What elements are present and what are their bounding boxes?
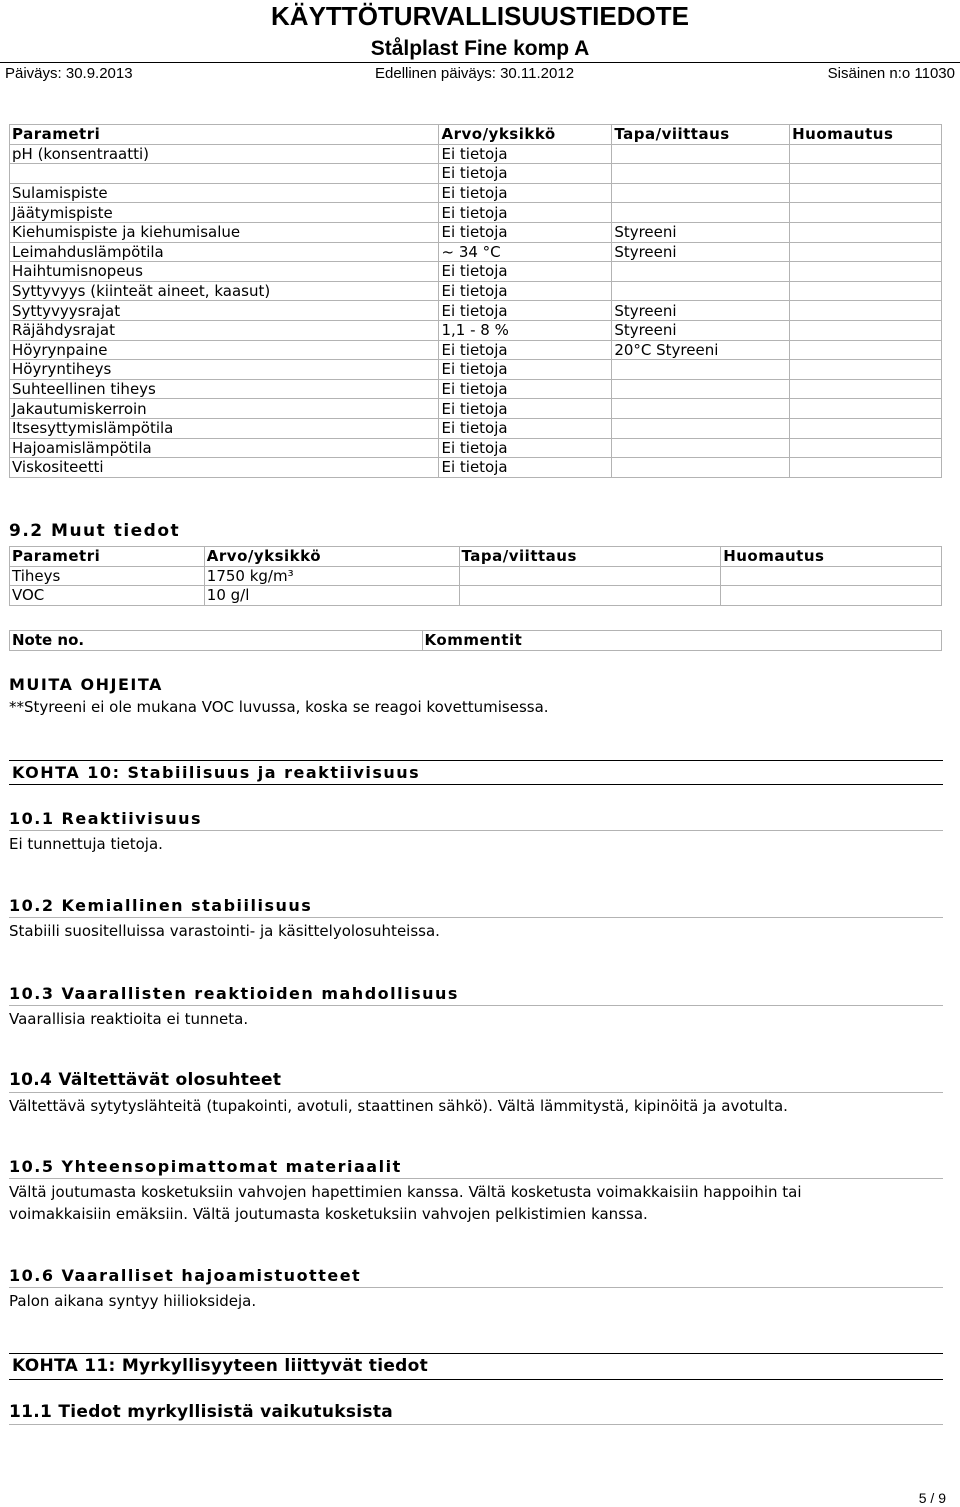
table-cell bbox=[790, 203, 942, 223]
section-10-bottom-rule bbox=[9, 784, 943, 785]
section-10-top-rule bbox=[9, 760, 943, 761]
section-10-4-rule bbox=[9, 1092, 943, 1093]
table-cell bbox=[612, 379, 790, 399]
column-header: Arvo/yksikkö bbox=[204, 547, 459, 567]
table-cell: Ei tietoja bbox=[439, 262, 612, 282]
table-row bbox=[10, 586, 942, 606]
table-cell: Höyryntiheys bbox=[10, 360, 439, 380]
table-cell: Haihtumisnopeus bbox=[10, 262, 439, 282]
table-row bbox=[10, 144, 942, 164]
table-row bbox=[10, 262, 942, 282]
table-row bbox=[10, 203, 942, 223]
section-10-2-text: Stabiili suositelluissa varastointi- ja käsittelyolosuhteissa. bbox=[9, 922, 440, 940]
table-cell: Tiheys bbox=[10, 566, 205, 586]
section-11-1-title: 11.1 Tiedot myrkyllisistä vaikutuksista bbox=[9, 1402, 394, 1422]
section-10-3-text: Vaarallisia reaktioita ei tunneta. bbox=[9, 1010, 249, 1028]
table-row bbox=[10, 566, 942, 586]
table-cell bbox=[721, 566, 942, 586]
comments-header: Kommentit bbox=[422, 631, 941, 651]
table-row bbox=[10, 320, 942, 340]
table-cell bbox=[790, 418, 942, 438]
table-cell: Styreeni bbox=[612, 301, 790, 321]
date: Päiväys: 30.9.2013 bbox=[5, 65, 133, 82]
table-cell: Ei tietoja bbox=[439, 144, 612, 164]
table-row bbox=[10, 458, 942, 478]
table-row bbox=[10, 222, 942, 242]
section-10-2-rule bbox=[9, 917, 943, 918]
section-10-5-rule bbox=[9, 1178, 943, 1179]
table-cell bbox=[790, 281, 942, 301]
table-cell bbox=[790, 340, 942, 360]
table-cell: Styreeni bbox=[612, 242, 790, 262]
table-cell: Kiehumispiste ja kiehumisalue bbox=[10, 222, 439, 242]
table-cell bbox=[612, 144, 790, 164]
table-cell bbox=[612, 399, 790, 419]
table-row bbox=[10, 164, 942, 184]
table-cell: Räjähdysrajat bbox=[10, 320, 439, 340]
table-cell: Jakautumiskerroin bbox=[10, 399, 439, 419]
section-10-5-text-line1: Vältä joutumasta kosketuksiin vahvojen hapettimien kanssa. Vältä kosketusta voimakkaisiin happoihin tai bbox=[9, 1183, 802, 1201]
section-10-6-title: 10.6 Vaaralliset hajoamistuotteet bbox=[9, 1266, 362, 1285]
table-cell: Ei tietoja bbox=[439, 458, 612, 478]
table-cell bbox=[790, 301, 942, 321]
table-cell: Ei tietoja bbox=[439, 164, 612, 184]
table-cell bbox=[790, 164, 942, 184]
table-cell bbox=[790, 183, 942, 203]
column-header: Huomautus bbox=[721, 547, 942, 567]
section-11-heading: KOHTA 11: Myrkyllisyyteen liittyvät tiedot bbox=[12, 1356, 429, 1376]
table-cell: Syttyvyysrajat bbox=[10, 301, 439, 321]
table-cell bbox=[790, 262, 942, 282]
table-cell bbox=[459, 586, 721, 606]
table-cell bbox=[790, 144, 942, 164]
section-10-5-title: 10.5 Yhteensopimattomat materiaalit bbox=[9, 1157, 402, 1176]
section-10-6-text: Palon aikana syntyy hiilioksideja. bbox=[9, 1292, 257, 1310]
page-number: 5 / 9 bbox=[918, 1490, 946, 1506]
column-header: Tapa/viittaus bbox=[459, 547, 721, 567]
table-cell: Hajoamislämpötila bbox=[10, 438, 439, 458]
previous-date: Edellinen päiväys: 30.11.2012 bbox=[375, 65, 575, 82]
table-cell: Styreeni bbox=[612, 222, 790, 242]
note-table bbox=[9, 630, 942, 651]
section-10-5-text-line2: voimakkaisiin emäksiin. Vältä joutumasta kosketuksiin vahvojen pelkistimien kanssa. bbox=[9, 1205, 648, 1223]
other-instructions-text: **Styreeni ei ole mukana VOC luvussa, koska se reagoi kovettumisessa. bbox=[9, 698, 549, 716]
other-instructions-heading: MUITA OHJEITA bbox=[9, 675, 163, 694]
section-11-bottom-rule bbox=[9, 1379, 943, 1380]
section-10-3-rule bbox=[9, 1005, 943, 1006]
table-cell: 1750 kg/m³ bbox=[204, 566, 459, 586]
table-row bbox=[10, 360, 942, 380]
table-cell bbox=[612, 438, 790, 458]
table-cell bbox=[790, 360, 942, 380]
table-cell bbox=[10, 164, 439, 184]
table-cell: Ei tietoja bbox=[439, 281, 612, 301]
table-cell bbox=[721, 586, 942, 606]
table-cell: Ei tietoja bbox=[439, 438, 612, 458]
table-cell bbox=[612, 262, 790, 282]
table-cell: Jäätymispiste bbox=[10, 203, 439, 223]
section-11-1-rule bbox=[9, 1424, 943, 1425]
table-cell: ~ 34 °C bbox=[439, 242, 612, 262]
table-cell: Ei tietoja bbox=[439, 203, 612, 223]
table-cell: pH (konsentraatti) bbox=[10, 144, 439, 164]
section-11-top-rule bbox=[9, 1353, 943, 1354]
table-cell bbox=[612, 281, 790, 301]
column-header: Tapa/viittaus bbox=[612, 125, 790, 145]
document-title: KÄYTTÖTURVALLISUUSTIEDOTE bbox=[271, 1, 689, 31]
table-cell: Ei tietoja bbox=[439, 360, 612, 380]
column-header: Parametri bbox=[10, 125, 439, 145]
table-cell: 1,1 - 8 % bbox=[439, 320, 612, 340]
table-row bbox=[10, 418, 942, 438]
table-cell bbox=[612, 183, 790, 203]
table-cell bbox=[790, 379, 942, 399]
table-cell: Ei tietoja bbox=[439, 340, 612, 360]
table-cell bbox=[790, 222, 942, 242]
section-10-4-title: 10.4 Vältettävät olosuhteet bbox=[9, 1070, 282, 1090]
section-9-2-title: 9.2 Muut tiedot bbox=[9, 521, 181, 541]
section-10-6-rule bbox=[9, 1287, 943, 1288]
section-10-4-text: Vältettävä sytytyslähteitä (tupakointi, avotuli, staattinen sähkö). Vältä lämmitystä, kipinöitä ja avotulta. bbox=[9, 1097, 788, 1115]
table-cell: Ei tietoja bbox=[439, 399, 612, 419]
table-cell bbox=[790, 438, 942, 458]
table-cell: 10 g/l bbox=[204, 586, 459, 606]
table-row bbox=[10, 399, 942, 419]
table-cell: 20°C Styreeni bbox=[612, 340, 790, 360]
column-header: Arvo/yksikkö bbox=[439, 125, 612, 145]
table-row bbox=[10, 242, 942, 262]
section-10-2-title: 10.2 Kemiallinen stabiilisuus bbox=[9, 896, 313, 915]
table-cell: Itsesyttymislämpötila bbox=[10, 418, 439, 438]
table-cell: Syttyvyys (kiinteät aineet, kaasut) bbox=[10, 281, 439, 301]
table-cell: Ei tietoja bbox=[439, 222, 612, 242]
table-cell bbox=[790, 458, 942, 478]
column-header: Parametri bbox=[10, 547, 205, 567]
table-cell bbox=[612, 360, 790, 380]
column-header: Huomautus bbox=[790, 125, 942, 145]
table-header-row bbox=[10, 547, 942, 567]
table-cell: Styreeni bbox=[612, 320, 790, 340]
product-name: Stålplast Fine komp A bbox=[370, 37, 590, 60]
table-cell bbox=[790, 399, 942, 419]
table-row bbox=[10, 340, 942, 360]
table-cell bbox=[790, 320, 942, 340]
section-10-1-text: Ei tunnettuja tietoja. bbox=[9, 835, 163, 853]
section-10-3-title: 10.3 Vaarallisten reaktioiden mahdollisuus bbox=[9, 984, 459, 1003]
section-10-1-title: 10.1 Reaktiivisuus bbox=[9, 809, 203, 828]
table-header-row bbox=[10, 125, 942, 145]
properties-table bbox=[9, 124, 942, 478]
table-cell bbox=[612, 164, 790, 184]
table-cell: Viskositeetti bbox=[10, 458, 439, 478]
table-cell: Ei tietoja bbox=[439, 418, 612, 438]
table-row bbox=[10, 183, 942, 203]
internal-number: Sisäinen n:o 11030 bbox=[827, 65, 955, 82]
note-no-header: Note no. bbox=[10, 631, 423, 651]
table-cell bbox=[459, 566, 721, 586]
table-cell: Ei tietoja bbox=[439, 183, 612, 203]
table-row bbox=[10, 438, 942, 458]
table-cell: VOC bbox=[10, 586, 205, 606]
table-cell bbox=[612, 418, 790, 438]
header-rule bbox=[0, 62, 960, 63]
table-cell bbox=[612, 203, 790, 223]
table-cell: Höyrynpaine bbox=[10, 340, 439, 360]
table-cell bbox=[612, 458, 790, 478]
table-cell: Sulamispiste bbox=[10, 183, 439, 203]
table-cell: Ei tietoja bbox=[439, 379, 612, 399]
table-cell: Leimahduslämpötila bbox=[10, 242, 439, 262]
section-10-heading: KOHTA 10: Stabiilisuus ja reaktiivisuus bbox=[12, 763, 421, 782]
section-10-1-rule bbox=[9, 830, 943, 831]
table-row bbox=[10, 379, 942, 399]
other-info-table bbox=[9, 546, 942, 606]
table-row bbox=[10, 281, 942, 301]
table-cell: Ei tietoja bbox=[439, 301, 612, 321]
table-cell bbox=[790, 242, 942, 262]
table-row bbox=[10, 301, 942, 321]
table-cell: Suhteellinen tiheys bbox=[10, 379, 439, 399]
